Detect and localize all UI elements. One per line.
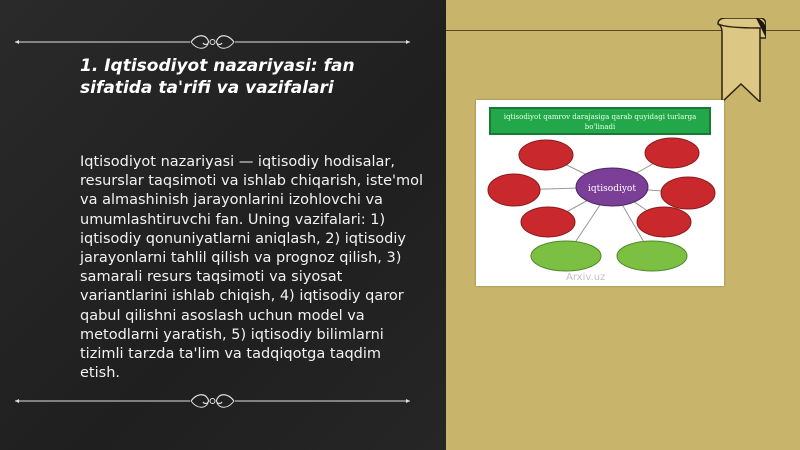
diagram-node — [488, 174, 540, 206]
slide-title: 1. Iqtisodiyot nazariyasi: fan sifatida ta'rifi va vazifalari — [80, 56, 355, 98]
diagram-node — [617, 241, 687, 271]
diagram-node — [645, 138, 699, 168]
diagram-header: iqtisodiyot qamrov darajasiga qarab quyidagi turlarga bo'linadi — [489, 107, 711, 135]
diagram-watermark: Arxiv.uz — [566, 272, 606, 283]
diagram-node — [637, 207, 691, 237]
diagram-graphic — [476, 100, 724, 286]
diagram-node — [521, 207, 575, 237]
economy-types-diagram — [476, 100, 724, 286]
ornament-bottom-divider — [15, 391, 410, 411]
diagram-node — [531, 241, 601, 271]
diagram-node — [519, 140, 573, 170]
diagram-node — [661, 177, 715, 209]
slide-body-text: Iqtisodiyot nazariyasi — iqtisodiy hodisalar, resurslar taqsimoti va ishlab chiqarish, iste'mol va almashinish jarayonlarini izohlovchi va umumlashtiruvchi fan. Uning vazifalari: 1) iqtisodiy qonuniyatlarni aniqlash, 2) iqtisodiy jarayonlarni tahlil qilish va prognoz qilish, 3) samarali resurs taqsimoti va siyosat variantlarini ishlab chiqish, 4) iqtisodiy qaror qabul qilishni asoslash uchun model va metodlarni yaratish, 5) iqtisodiy bilimlarni tizimli tarzda ta'lim va tadqiqotga taqdim etish. — [80, 154, 423, 382]
ornament-top-divider — [15, 32, 410, 52]
diagram-center-label: iqtisodiyot — [588, 184, 636, 194]
bookmark-ribbon-icon — [716, 18, 766, 102]
